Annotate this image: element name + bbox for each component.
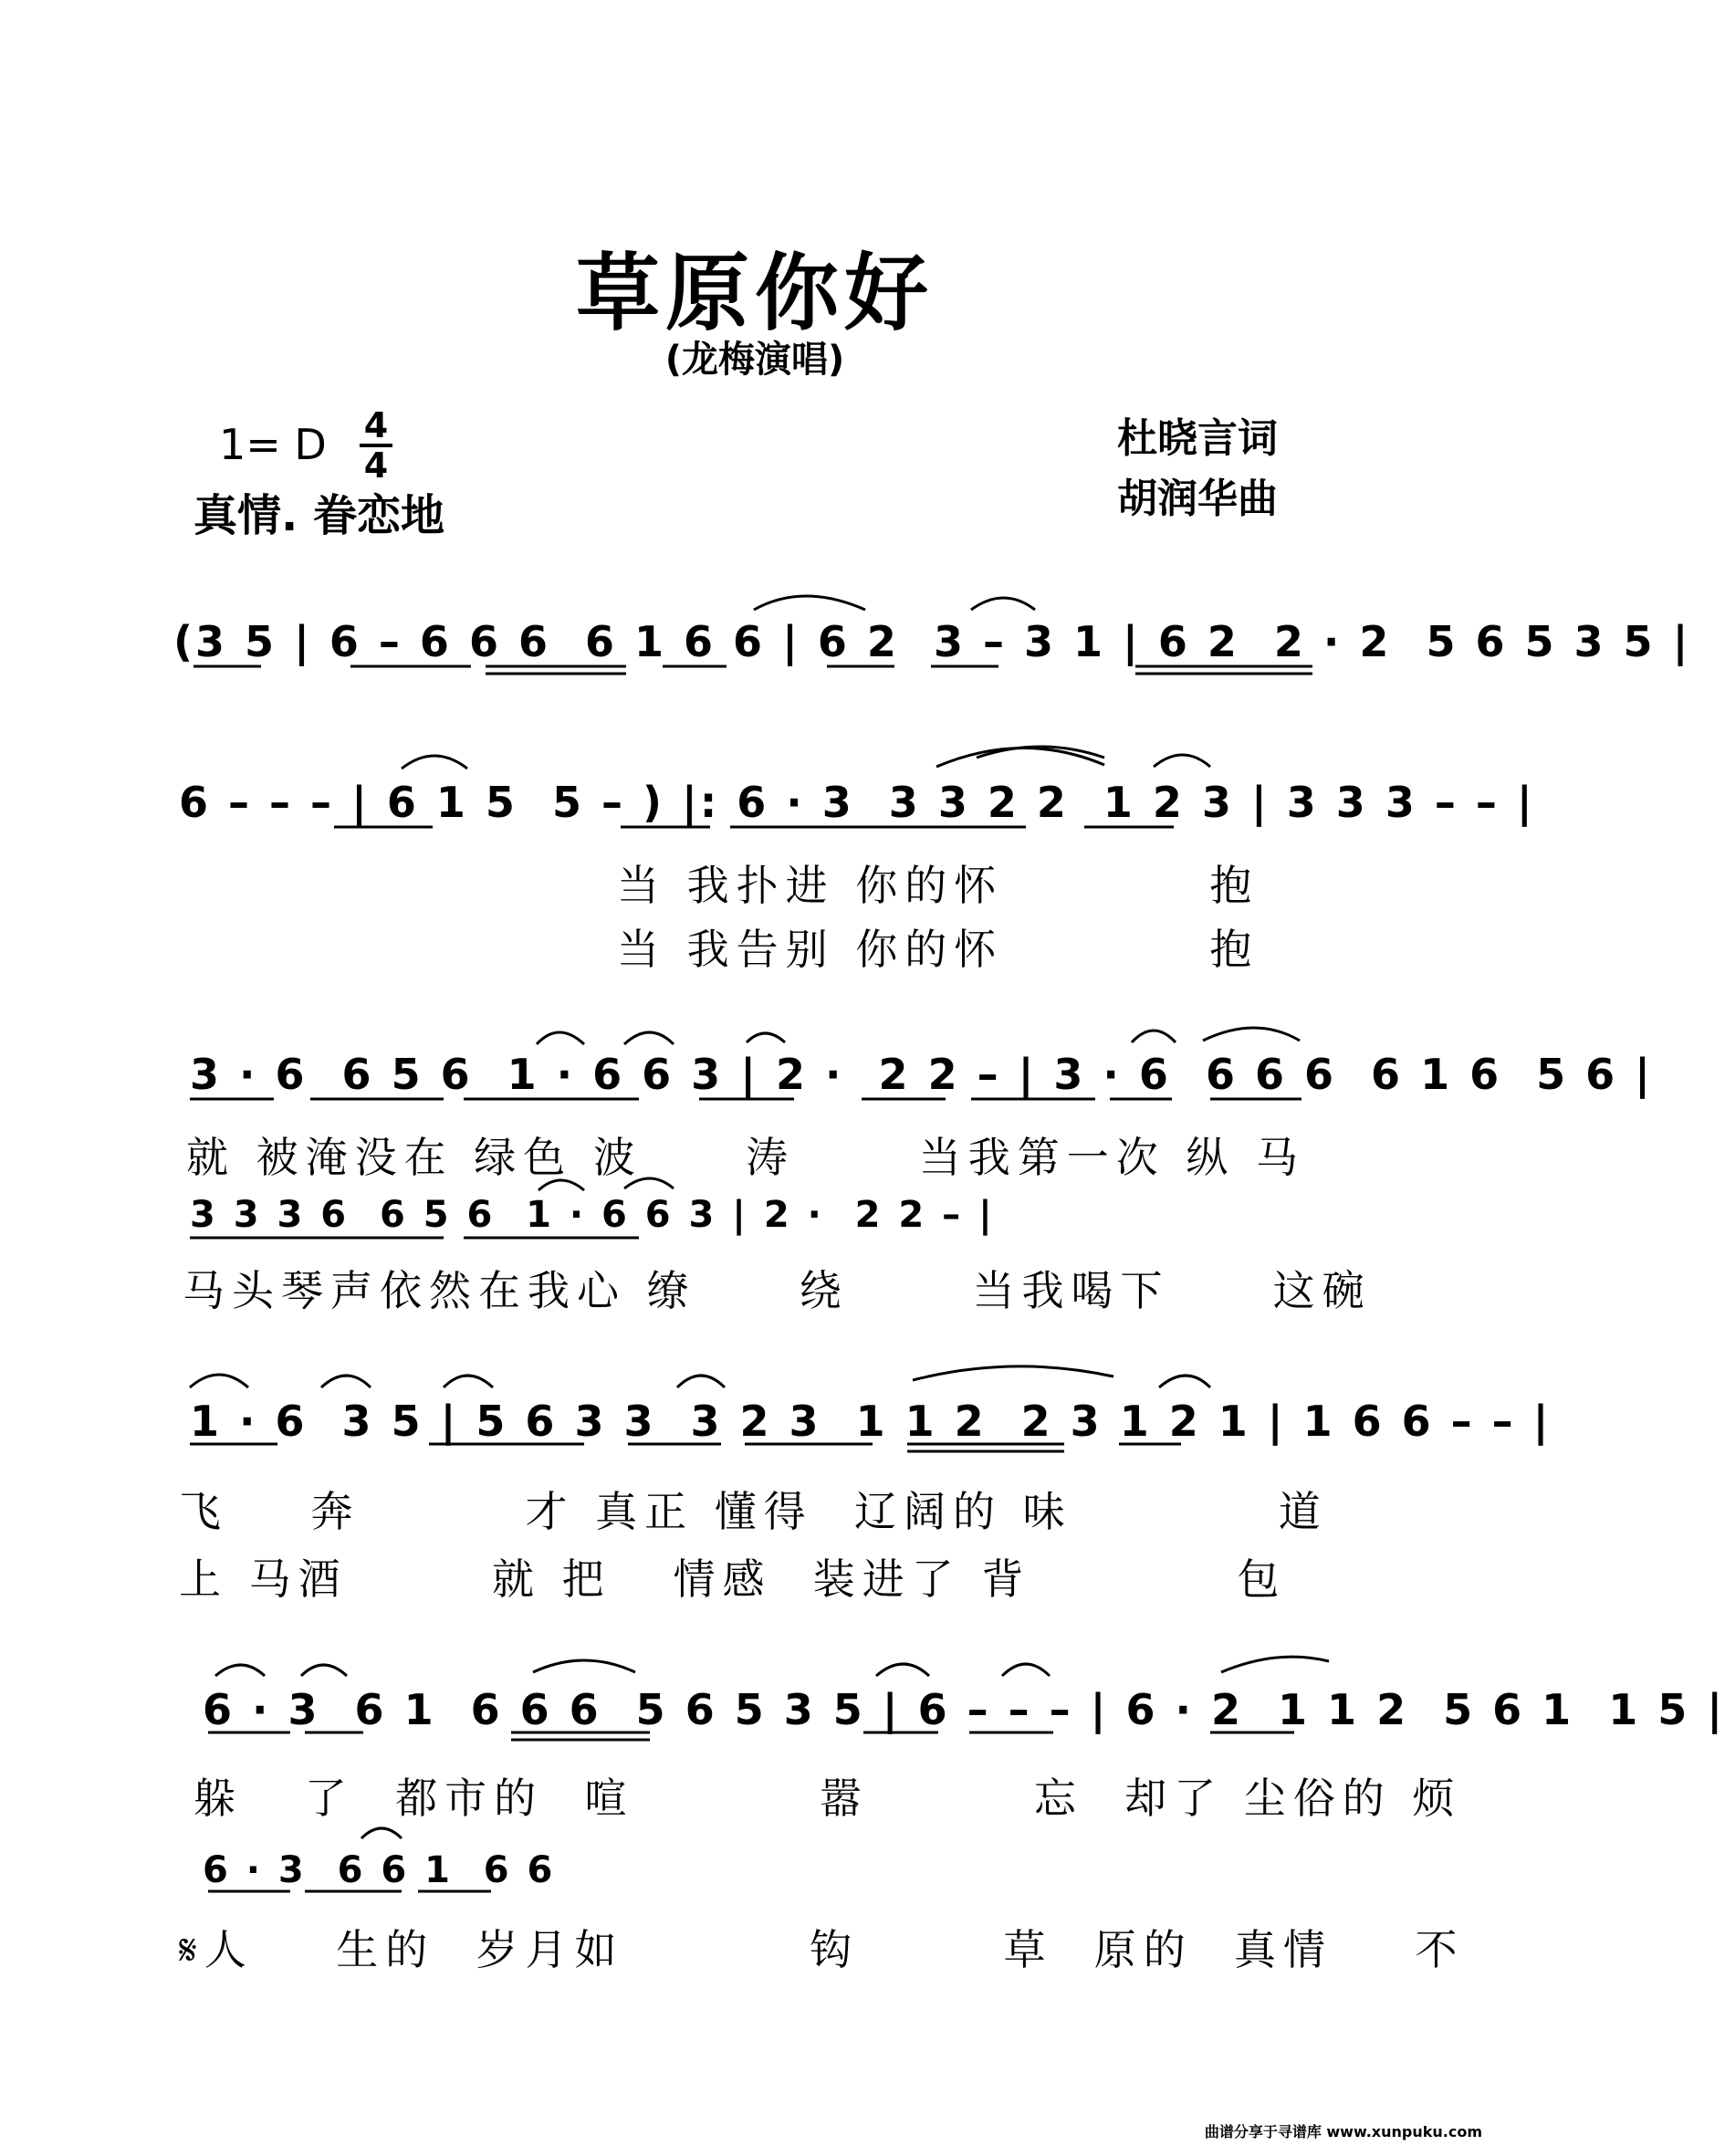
tie bbox=[301, 1665, 347, 1676]
tie bbox=[971, 598, 1035, 610]
tie bbox=[747, 1033, 785, 1042]
composer-credit: 胡润华曲 bbox=[1117, 476, 1278, 522]
slur bbox=[1221, 1657, 1329, 1672]
tie bbox=[321, 1376, 371, 1387]
notation-system-1: (3 5 | 6 – 6 6 6 6 1 6 6 | 6 2 3 – 3 1 | 6 2 2 · 2 5 6 5 3 5 | bbox=[173, 617, 1691, 666]
tie bbox=[444, 1376, 493, 1387]
tie bbox=[624, 1032, 674, 1044]
tie bbox=[1154, 755, 1210, 767]
time-denominator: 4 bbox=[363, 445, 389, 486]
tie bbox=[876, 1664, 929, 1676]
lyric-line-5a: 飞 奔 才 真正 懂得 辽阔的 味 道 bbox=[179, 1487, 1328, 1536]
lyric-line-3: 就 被淹没在 绿色 波 涛 当我第一次 纵 马 bbox=[186, 1133, 1305, 1182]
notation-system-5: 1 · 6 3 5 | 5 6 3 3 3 2 3 1 1 2 2 3 1 2 1 | 1 6 6 – – | bbox=[190, 1397, 1552, 1446]
lyric-line-4: 马头琴声依然在我心 缭 绕 当我喝下 这碗 bbox=[183, 1266, 1372, 1315]
tie bbox=[1002, 1664, 1050, 1676]
lyric-line-6: 躲 了 都市的 喧 嚣 忘 却了 尘俗的 烦 bbox=[193, 1774, 1462, 1823]
notation-system-7: 6 · 3 6 6 1 6 6 bbox=[203, 1849, 556, 1891]
tie bbox=[215, 1665, 265, 1676]
notation-system-2: 6 – – – | 6 1 5 5 – ) |: 6 · 3 3 3 2 2 1 2 3 | 3 3 3 – – | bbox=[179, 778, 1535, 827]
tie bbox=[190, 1375, 248, 1387]
tempo-marking: 真情. 眷恋地 bbox=[193, 490, 444, 541]
lyric-line-7: 𝄋人 生的 岁月如 钩 草 原的 真情 不 bbox=[179, 1925, 1465, 1974]
lyric-line-5b: 上 马酒 就 把 情感 装进了 背 包 bbox=[179, 1554, 1287, 1604]
slur bbox=[913, 1366, 1113, 1380]
tie bbox=[754, 596, 865, 610]
lyricist-credit: 杜晓言词 bbox=[1117, 415, 1278, 462]
song-title: 草原你好 bbox=[575, 245, 934, 342]
tie bbox=[624, 1178, 674, 1188]
tie bbox=[361, 1828, 402, 1838]
tie bbox=[677, 1376, 725, 1387]
notation-system-4: 3 3 3 6 6 5 6 1 · 6 6 3 | 2 · 2 2 – | bbox=[190, 1194, 995, 1236]
tie bbox=[537, 1032, 584, 1044]
notation-system-6: 6 · 3 6 1 6 6 6 5 6 5 3 5 | 6 – – – | 6 · 2 1 1 2 5 6 1 1 5 | bbox=[203, 1685, 1725, 1734]
site-footer: 曲谱分享于寻谱库 www.xunpuku.com bbox=[1204, 2123, 1482, 2140]
tie bbox=[1132, 1031, 1176, 1042]
performer-subtitle: (龙梅演唱) bbox=[664, 339, 845, 381]
tie bbox=[538, 1180, 584, 1190]
slur bbox=[1203, 1028, 1300, 1041]
lyric-line-2b: 当 我告别 你的怀 抱 bbox=[617, 925, 1260, 974]
tie bbox=[402, 756, 467, 769]
key-signature: 1= D bbox=[219, 420, 327, 469]
slur bbox=[533, 1660, 635, 1672]
lyric-line-2a: 当 我扑进 你的怀 抱 bbox=[617, 861, 1260, 910]
notation-system-3: 3 · 6 6 5 6 1 · 6 6 3 | 2 · 2 2 – | 3 · 6 6 6 6 6 1 6 5 6 | bbox=[190, 1050, 1653, 1099]
time-numerator: 4 bbox=[363, 405, 389, 445]
tie bbox=[1159, 1376, 1210, 1387]
